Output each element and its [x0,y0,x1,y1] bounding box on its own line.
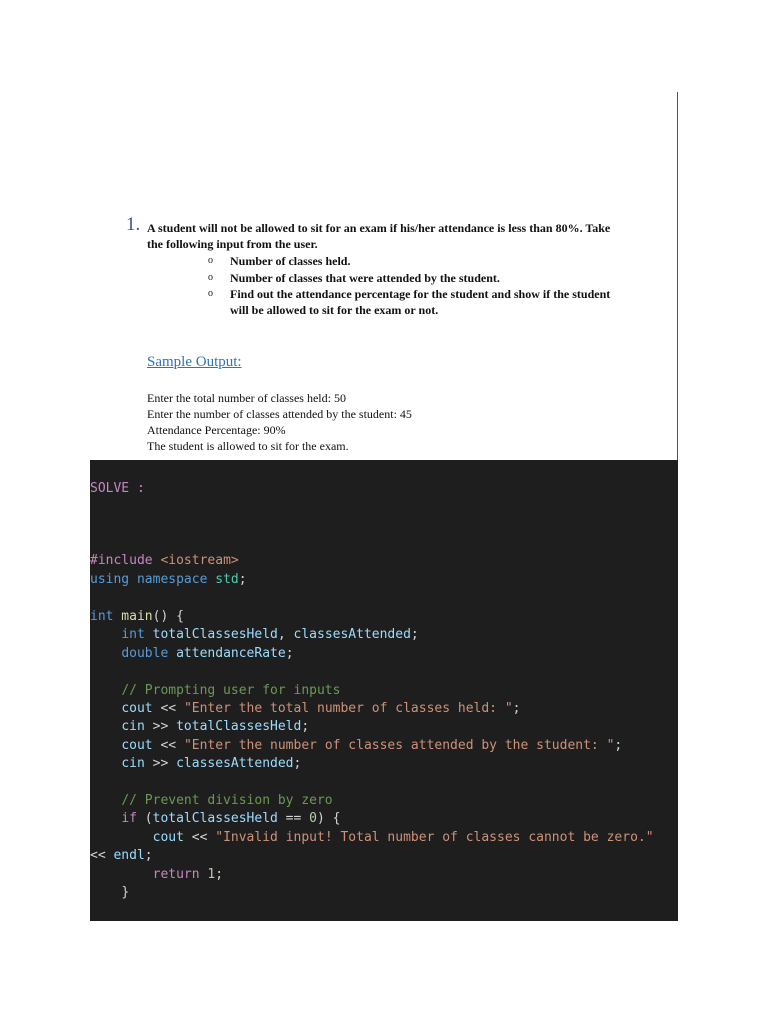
indent [90,719,121,734]
bullet-circle-icon: o [208,288,213,299]
punctuation: ; [215,867,224,882]
sample-output-line: The student is allowed to sit for the exam. [147,439,349,453]
variable: classesAttended [176,756,294,771]
punctuation: , [277,627,286,642]
indent [90,793,121,808]
bullet-circle-icon: o [208,272,213,283]
punctuation: ( [136,811,153,826]
question-text-line-2: the following input from the user. [147,237,318,251]
code-line-comment-1 [90,682,340,700]
indent [90,885,121,900]
question-text-line-1: A student will not be allowed to sit for an exam if his/her attendance is less than 80%. Take [147,221,611,235]
indent [90,738,121,753]
code-line-close-brace [90,884,129,902]
keyword: int [121,627,145,642]
sample-output-line: Enter the total number of classes held: 50 [147,391,346,405]
punctuation: ; [301,719,310,734]
code-line-return [90,866,223,884]
stream-identifier: cin [121,719,145,734]
operator: << [90,848,114,863]
operator: << [152,738,184,753]
punctuation: ; [238,572,247,587]
string-literal: "Enter the number of classes attended by the student: " [183,738,615,753]
indent [90,627,121,642]
code-line-endl [90,847,153,865]
preprocessor-directive: #include [90,553,153,568]
string-literal: "Enter the total number of classes held: " [183,701,513,716]
bullet-item: Number of classes that were attended by the student. [230,271,500,285]
punctuation: ) { [317,811,341,826]
code-line-cin-1 [90,718,309,736]
code-line-double-decl [90,645,294,663]
keyword: double [121,646,169,661]
sample-output-line: Enter the number of classes attended by the student: 45 [147,407,412,421]
number-literal: 0 [309,811,317,826]
punctuation: ; [144,848,153,863]
code-line-using [90,571,247,589]
sample-output-title: Sample Output: [147,354,242,370]
variable: totalClassesHeld [176,719,302,734]
keyword: int [90,609,114,624]
operator: << [152,701,184,716]
operator: >> [144,719,177,734]
variable: attendanceRate [168,646,286,661]
punctuation: ; [293,756,302,771]
indent [121,830,152,845]
variable: totalClassesHeld [144,627,278,642]
operator: << [183,830,216,845]
punctuation: () { [152,609,184,624]
indent [90,811,121,826]
stream-identifier: cout [152,830,184,845]
stream-identifier: cin [121,756,145,771]
indent [90,701,121,716]
punctuation: } [121,885,130,900]
solve-label: SOLVE : [90,481,145,496]
stream-identifier: cout [121,738,153,753]
indent [90,683,121,698]
comment: // Prevent division by zero [121,793,333,808]
bullet-item: Number of classes held. [230,254,351,268]
indent [90,756,121,771]
page-border-line [677,92,678,460]
number-literal: 1 [207,867,216,882]
sample-output-line: Attendance Percentage: 90% [147,423,286,437]
punctuation: ; [512,701,521,716]
variable: classesAttended [285,627,411,642]
operator: >> [144,756,177,771]
variable: totalClassesHeld [152,811,278,826]
namespace-name: std [207,572,239,587]
string-literal: "Invalid input! Total number of classes cannot be zero." [215,830,654,845]
stream-identifier: cout [121,701,153,716]
bullet-circle-icon: o [208,255,213,266]
bullet-item-continuation: will be allowed to sit for the exam or not. [230,303,439,317]
code-line-cout-3 [90,829,654,847]
comment: // Prompting user for inputs [121,683,341,698]
punctuation: ; [410,627,419,642]
keyword: using [90,572,130,587]
code-line-cout-2 [90,737,622,755]
include-library: <iostream> [152,553,239,568]
code-panel [90,460,678,921]
keyword: if [121,811,137,826]
stream-identifier: endl [113,848,145,863]
question-number: 1. [126,214,141,235]
code-line-comment-2 [90,792,333,810]
indent [90,646,121,661]
bullet-item: Find out the attendance percentage for the student and show if the student [230,287,611,301]
code-line-main [90,608,184,626]
code-line-cin-2 [90,755,301,773]
code-line-include [90,552,239,570]
indent [90,830,121,845]
indent [121,867,152,882]
code-line-cout-1 [90,700,521,718]
code-line-int-decl [90,626,419,644]
function-name: main [113,609,153,624]
operator: == [277,811,310,826]
punctuation: ; [614,738,623,753]
code-line-if [90,810,340,828]
indent [90,867,121,882]
keyword: return [152,867,200,882]
punctuation: ; [285,646,294,661]
keyword: namespace [129,572,208,587]
